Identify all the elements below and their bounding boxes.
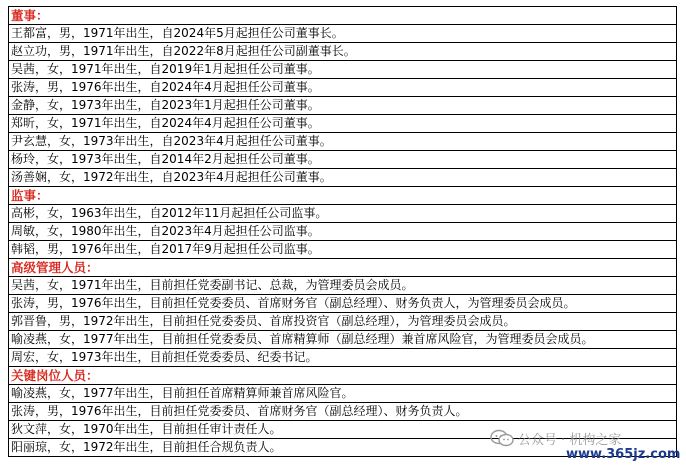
- personnel-row: [9, 385, 677, 403]
- personnel-row: [9, 79, 677, 97]
- personnel-cell: 吴茜，女，1971年出生，目前担任党委副书记、总裁，为管理委员会成员。: [9, 277, 677, 295]
- personnel-row: [9, 241, 677, 259]
- personnel-cell: 阳丽琼，女，1972年出生，目前担任合规负责人。: [9, 439, 677, 457]
- section-header-cell: 监事：: [9, 187, 677, 205]
- personnel-cell: 郑昕，女，1971年出生，自2024年4月起担任公司董事。: [9, 115, 677, 133]
- personnel-cell: 张涛，男，1976年出生，目前担任党委委员、首席财务官（副总经理）、财务负责人。: [9, 403, 677, 421]
- personnel-cell: 张涛，男，1976年出生，自2024年4月起担任公司董事。: [9, 79, 677, 97]
- personnel-cell: 高彬，女，1963年出生，自2012年11月起担任公司监事。: [9, 205, 677, 223]
- watermark-site: www.365jz.com: [566, 447, 681, 462]
- personnel-cell: 金静，女，1973年出生，自2023年1月起担任公司董事。: [9, 97, 677, 115]
- personnel-cell: 尹玄慧，女，1973年出生，自2023年4月起担任公司董事。: [9, 133, 677, 151]
- personnel-cell: 王都富，男，1971年出生，自2024年5月起担任公司董事长。: [9, 25, 677, 43]
- personnel-table-body: [9, 7, 677, 457]
- personnel-cell: 汤善娴，女，1972年出生，自2023年4月起担任公司董事。: [9, 169, 677, 187]
- personnel-row: [9, 277, 677, 295]
- personnel-row: [9, 223, 677, 241]
- section-header-row: [9, 259, 677, 277]
- watermark-account: 公众号 · 机构之家: [518, 433, 622, 448]
- personnel-row: [9, 97, 677, 115]
- personnel-row: [9, 25, 677, 43]
- personnel-row: [9, 313, 677, 331]
- personnel-row: [9, 43, 677, 61]
- section-header-cell: 董事：: [9, 7, 677, 25]
- personnel-row: [9, 205, 677, 223]
- personnel-cell: 喻凌燕，女，1977年出生，目前担任党委委员、首席精算师（副总经理）兼首席风险官，为管理委员会成员。: [9, 331, 677, 349]
- personnel-cell: 韩韬，男，1976年出生，自2017年9月起担任公司监事。: [9, 241, 677, 259]
- personnel-cell: 张涛，男，1976年出生，目前担任党委委员、首席财务官（副总经理）、财务负责人，为管理委员会成员。: [9, 295, 677, 313]
- personnel-row: [9, 349, 677, 367]
- section-header-row: [9, 187, 677, 205]
- section-header-row: [9, 7, 677, 25]
- personnel-cell: 郭晋鲁，男，1972年出生，目前担任党委委员、首席投资官（副总经理），为管理委员会成员。: [9, 313, 677, 331]
- personnel-row: [9, 295, 677, 313]
- personnel-row: [9, 331, 677, 349]
- personnel-row: [9, 115, 677, 133]
- personnel-row: [9, 439, 677, 457]
- personnel-table: [8, 6, 677, 457]
- personnel-cell: 周宏，女，1973年出生，目前担任党委委员、纪委书记。: [9, 349, 677, 367]
- personnel-cell: 周敏，女，1980年出生，自2023年4月起担任公司监事。: [9, 223, 677, 241]
- section-header-cell: 关键岗位人员：: [9, 367, 677, 385]
- personnel-row: [9, 421, 677, 439]
- personnel-cell: 狄文萍，女，1970年出生，目前担任审计责任人。: [9, 421, 677, 439]
- personnel-row: [9, 169, 677, 187]
- personnel-cell: 赵立功，男，1971年出生，自2022年8月起担任公司副董事长。: [9, 43, 677, 61]
- personnel-row: [9, 61, 677, 79]
- section-header-row: [9, 367, 677, 385]
- personnel-row: [9, 403, 677, 421]
- personnel-cell: 喻凌燕，女，1977年出生，目前担任首席精算师兼首席风险官。: [9, 385, 677, 403]
- section-header-cell: 高级管理人员：: [9, 259, 677, 277]
- personnel-cell: 吴茜，女，1971年出生，自2019年1月起担任公司董事。: [9, 61, 677, 79]
- personnel-row: [9, 133, 677, 151]
- personnel-cell: 杨玲，女，1973年出生，自2014年2月起担任公司董事。: [9, 151, 677, 169]
- personnel-row: [9, 151, 677, 169]
